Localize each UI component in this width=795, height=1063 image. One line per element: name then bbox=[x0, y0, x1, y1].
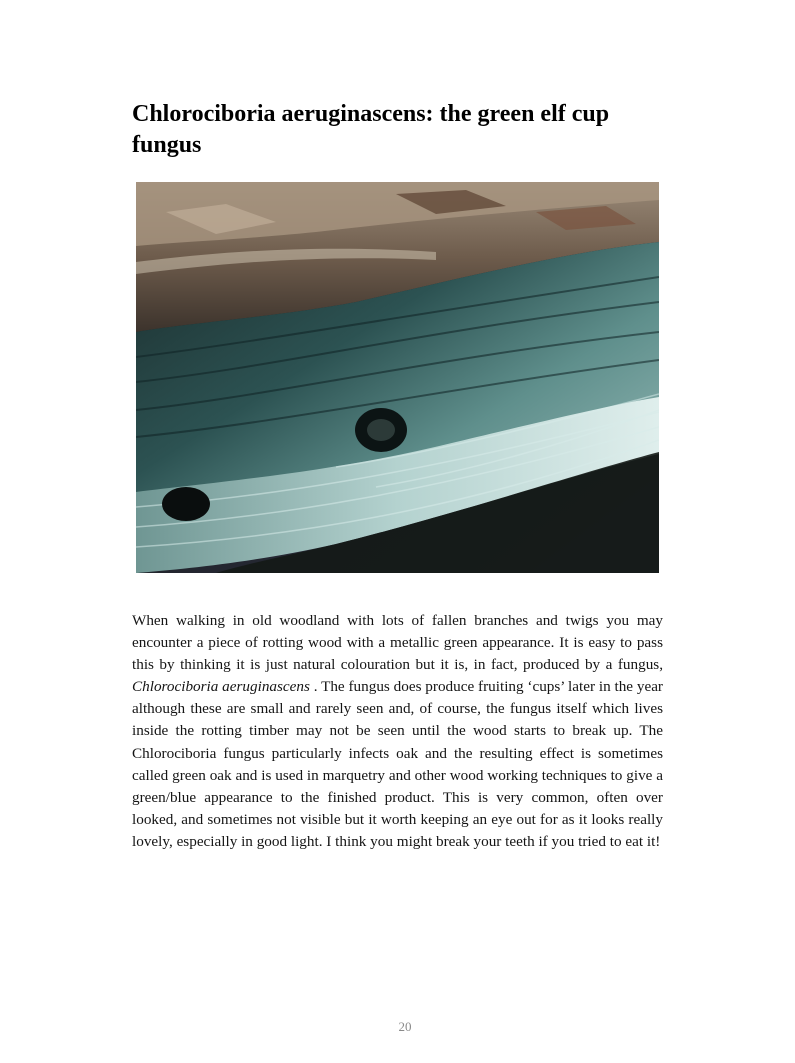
green-wood-illustration bbox=[136, 182, 659, 573]
species-name: Chlorociboria aeruginascens bbox=[132, 678, 310, 696]
body-text-part-2: . The fungus does produce fruiting ‘cups’ later in the year although these are small and rarely seen and, of course, the fungus itself which lives inside the rotting timber may not be seen until the wood starts to break up. The Chlorociboria fungus particularly infects oak and the resulting effect is sometimes called green oak and is used in marquetry and other wood working techniques to give a green/blue appearance to the finished product. This is very common, often over looked, and sometimes not visible but it worth keeping an eye out for as it looks really lovely, especially in good light. I think you might break your teeth if you tried to eat it! bbox=[132, 678, 663, 850]
page-number: 20 bbox=[398, 1019, 412, 1034]
body-paragraph bbox=[132, 610, 663, 853]
body-text-part-1: When walking in old woodland with lots of fallen branches and twigs you may encounter a piece of rotting wood with a metallic green appearance. It is easy to pass this by thinking it is just natural colouration but it is, in fact, produced by a fungus, bbox=[132, 612, 663, 674]
page-title: Chlorociboria aeruginascens: the green elf cup fungus bbox=[132, 101, 610, 158]
green-wood-photo bbox=[136, 182, 659, 573]
